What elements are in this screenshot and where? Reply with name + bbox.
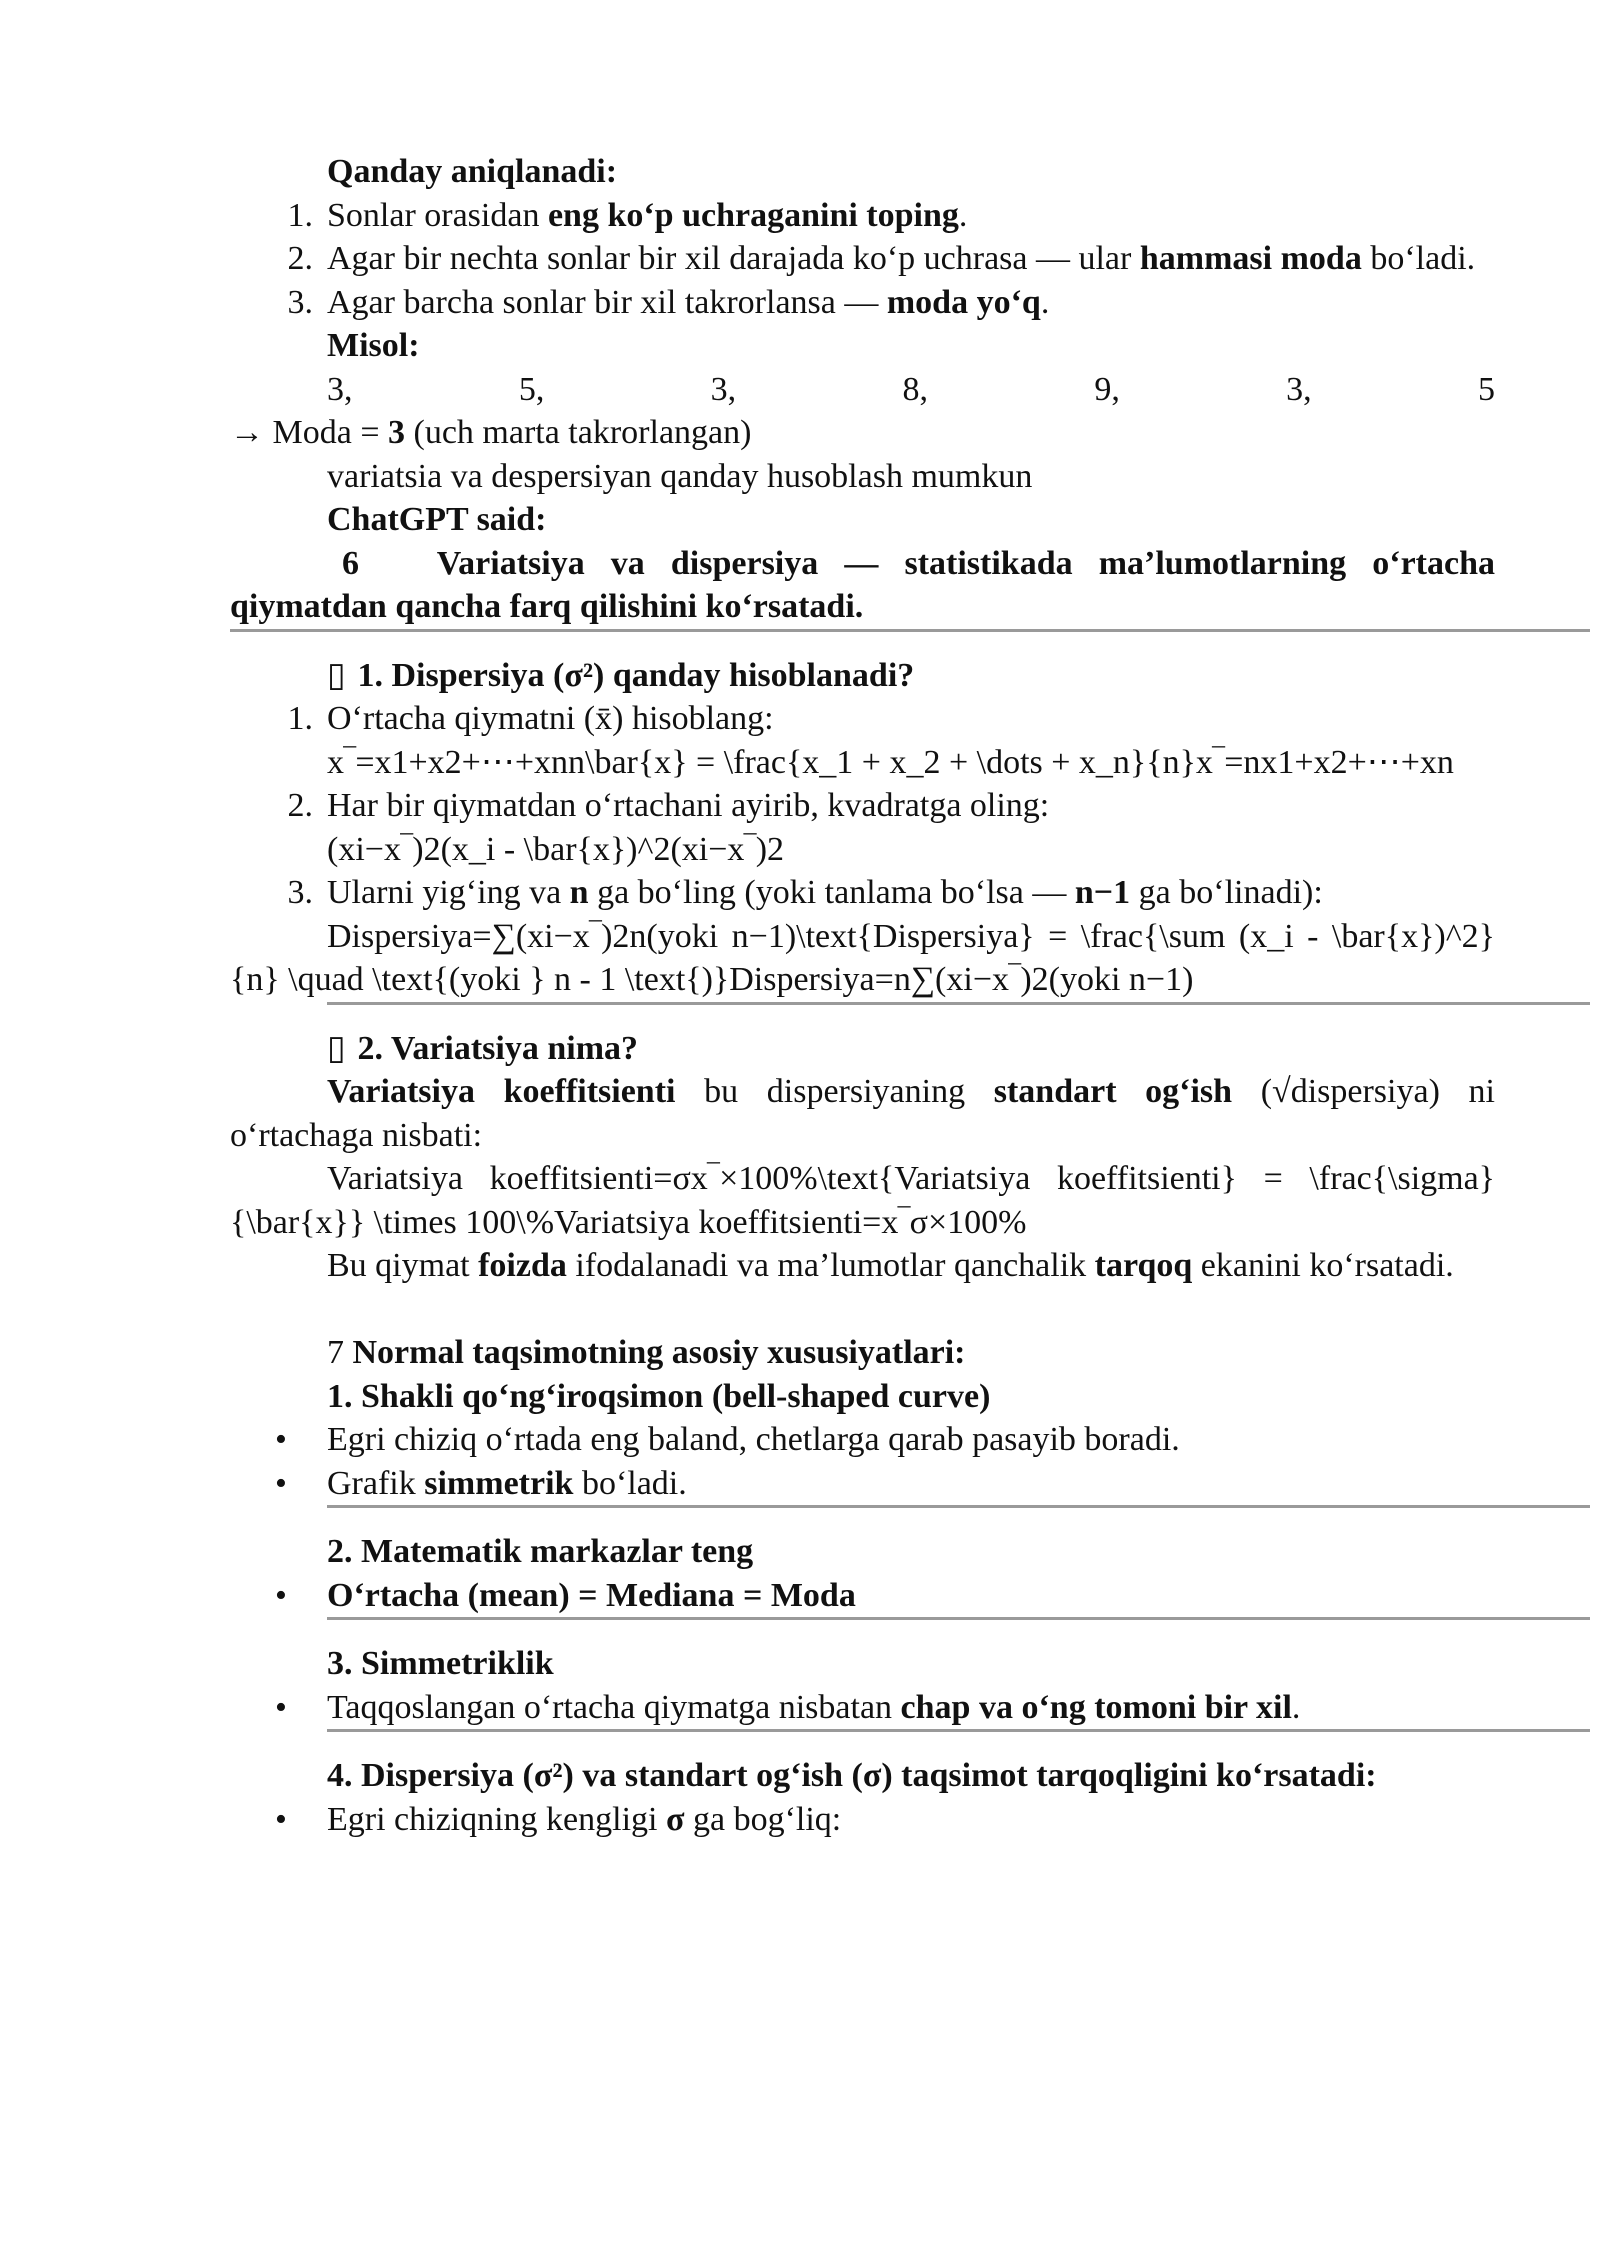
- list-item: 3. Agar barcha sonlar bir xil takrorlansa — moda yo‘q.: [287, 283, 1050, 321]
- user-question: variatsia va despersiyan qanday husoblash mumkun: [327, 457, 1033, 495]
- section-title-6: 6 Variatsiya va dispersiya — statistikada ma’lumotlarning o‘rtacha qiymatdan qancha farq qilishini ko‘rsatadi.: [230, 544, 1496, 625]
- list-item: 1. O‘rtacha qiymatni (x̄) hisoblang:: [287, 700, 774, 737]
- mode-heading: Qanday aniqlanadi:: [327, 153, 618, 190]
- mode-result: → Moda = 3 (uch marta takrorlangan): [230, 414, 752, 451]
- example-values: 3, 5, 3, 8, 9, 3, 5: [327, 370, 1495, 408]
- subheading: 2. Matematik markazlar teng: [327, 1533, 754, 1570]
- emoji-placeholder-icon: ▯: [327, 1029, 346, 1067]
- section-title-7: 7 Normal taqsimotning asosiy xususiyatlari:: [327, 1334, 966, 1371]
- variation-paragraph: Variatsiya koeffitsienti bu dispersiyaning standart og‘ish (√dispersiya) ni o‘rtachaga nisbati:: [230, 1073, 1495, 1154]
- variation-note: Bu qiymat foizda ifodalanadi va ma’lumotlar qanchalik tarqoq ekanini ko‘rsatadi.: [327, 1247, 1454, 1284]
- formula-dispersion: Dispersiya=∑(xi−x‾)2n(yoki n−1)\text{Dispersiya} = \frac{\sum (x_i - \bar{x})^2}{n} \quad \text{(yoki } n - 1 \text{)}Dispersiya=n∑(xi−x‾)2(yoki n−1): [230, 917, 1495, 998]
- list-item: • Grafik simmetrik bo‘ladi.: [275, 1464, 687, 1502]
- formula-variation: Variatsiya koeffitsienti=σx‾×100%\text{Variatsiya koeffitsienti} = \frac{\sigma}{\bar{x}} \times 100\%Variatsiya koeffitsienti=x‾σ×100%: [230, 1160, 1495, 1241]
- example-label: Misol:: [327, 327, 420, 364]
- list-item: • Egri chiziq o‘rtada eng baland, chetlarga qarab pasayib boradi.: [275, 1421, 1180, 1458]
- list-item: 2. Har bir qiymatdan o‘rtachani ayirib, kvadratga oling:: [287, 787, 1050, 824]
- subheading: 1. Shakli qo‘ng‘iroqsimon (bell-shaped curve): [327, 1377, 991, 1415]
- list-item: 3. Ularni yig‘ing va n ga bo‘ling (yoki tanlama bo‘lsa — n−1 ga bo‘linadi):: [287, 874, 1323, 911]
- formula-square: (xi−x‾)2(x_i - \bar{x})^2(xi−x‾)2: [327, 830, 785, 868]
- chatgpt-said-label: ChatGPT said:: [327, 501, 547, 538]
- emoji-placeholder-icon: ▯: [327, 656, 346, 694]
- formula-mean: x‾=x1+x2+⋯+xnn\bar{x} = \frac{x_1 + x_2 + \dots + x_n}{n}x‾=nx1+x2+⋯+xn: [327, 743, 1454, 781]
- list-item: 2. Agar bir nechta sonlar bir xil darajada ko‘p uchrasa — ular hammasi moda bo‘ladi.: [287, 240, 1476, 277]
- subheading: 4. Dispersiya (σ²) va standart og‘ish (σ) taqsimot tarqoqligini ko‘rsatadi:: [327, 1757, 1377, 1794]
- variation-heading: ▯ 2. Variatsiya nima?: [230, 1027, 1495, 1071]
- subheading: 3. Simmetriklik: [327, 1645, 554, 1682]
- dispersion-heading: ▯ 1. Dispersiya (σ²) qanday hisoblanadi?: [230, 654, 1495, 698]
- list-item: • Taqqoslangan o‘rtacha qiymatga nisbatan chap va o‘ng tomoni bir xil.: [275, 1688, 1301, 1726]
- document-page: [230, 150, 1495, 1841]
- list-item: • Egri chiziqning kengligi σ ga bog‘liq:: [275, 1800, 842, 1838]
- list-item: • O‘rtacha (mean) = Mediana = Moda: [275, 1576, 856, 1614]
- list-item: 1. Sonlar orasidan eng ko‘p uchraganini toping.: [287, 196, 968, 234]
